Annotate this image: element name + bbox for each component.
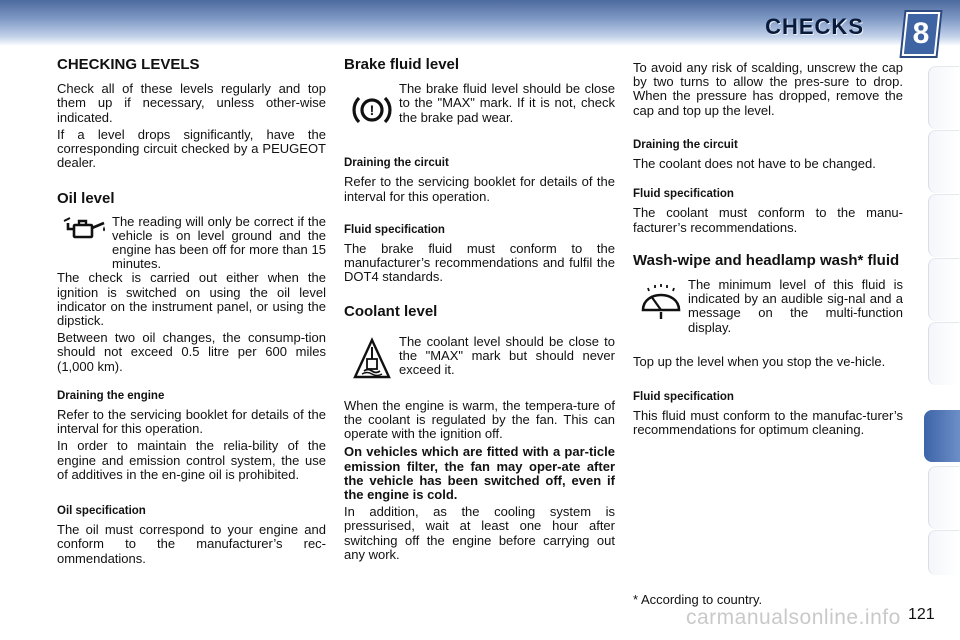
washer-specification-paragraph: This fluid must conform to the manufac-turer’s recommendations for optimum cleaning. bbox=[633, 408, 903, 438]
draining-engine-paragraph: Refer to the servicing booklet for details of the interval for this operation. bbox=[57, 407, 326, 437]
brake-warning-icon bbox=[350, 88, 394, 132]
washer-fluid-note bbox=[633, 278, 903, 335]
particle-filter-warning: On vehicles which are fitted with a par-ticle emission filter, the fan may oper-ate after the vehicle has been switched off, even if the engine is cold. bbox=[344, 444, 615, 503]
footnote: * According to country. bbox=[633, 592, 763, 607]
subheading-fluid-specification: Fluid specification bbox=[344, 223, 445, 236]
oil-level-note-text: The reading will only be correct if the vehicle is on level ground and the engine has been off for more than 15 minutes. bbox=[112, 213, 326, 272]
subheading-draining-circuit: Draining the circuit bbox=[344, 157, 449, 170]
side-tab[interactable] bbox=[928, 322, 959, 385]
section-title-checking-levels: CHECKING LEVELS bbox=[57, 56, 200, 73]
section-title-coolant-level: Coolant level bbox=[344, 302, 438, 320]
chapter-number: 8 bbox=[912, 17, 930, 50]
intro-paragraph: Check all of these levels regularly and top them up if necessary, unless other-wise indicated. bbox=[57, 81, 326, 125]
coolant-warning-icon bbox=[352, 337, 392, 385]
washer-fluid-note-text: The minimum level of this fluid is indicated by an audible sig-nal and a message on the multi-function display. bbox=[688, 277, 903, 335]
side-tab[interactable] bbox=[928, 466, 959, 529]
brake-draining-paragraph: Refer to the servicing booklet for details of the interval for this operation. bbox=[344, 174, 615, 204]
washer-fluid-icon bbox=[639, 282, 683, 322]
section-title-wash-wipe: Wash-wipe and headlamp wash* fluid bbox=[633, 251, 900, 269]
subheading-draining-circuit: Draining the circuit bbox=[633, 138, 738, 151]
additives-paragraph: In order to maintain the relia-bility of the engine and emission control system, the use of additives in the en-gine oil is prohibited. bbox=[57, 438, 326, 482]
side-tab[interactable] bbox=[928, 66, 959, 129]
coolant-fan-paragraph: When the engine is warm, the tempera-ture of the coolant is regulated by the fan. This can operate with the ignition off. bbox=[344, 397, 615, 442]
column-brake-coolant bbox=[344, 58, 615, 562]
svg-text:!: ! bbox=[369, 102, 374, 119]
brake-specification-paragraph: The brake fluid must conform to the manufacturer’s recommendations and fulfil the DOT4 standards. bbox=[344, 241, 615, 285]
watermark: carmanualsonline.info bbox=[686, 606, 901, 629]
brake-fluid-note bbox=[344, 82, 615, 132]
side-tab[interactable] bbox=[928, 530, 959, 575]
subheading-oil-specification: Oil specification bbox=[57, 505, 146, 518]
subheading-fluid-specification: Fluid specification bbox=[633, 391, 734, 404]
oil-specification-paragraph: The oil must correspond to your engine and conform to the manufacturer’s rec-ommendations. bbox=[57, 522, 326, 566]
column-coolant-washer bbox=[633, 58, 903, 438]
brake-fluid-note-text: The brake fluid level should be close to the "MAX" mark. If it is not, check the brake pad wear. bbox=[399, 81, 615, 125]
side-tab[interactable] bbox=[928, 194, 959, 257]
side-tab[interactable] bbox=[928, 130, 959, 193]
oil-check-paragraph: The check is carried out either when the ignition is switched on using the oil level indicator on the instrument panel, or using the dipstick. bbox=[57, 270, 326, 329]
page-title: CHECKS bbox=[765, 14, 864, 39]
coolant-level-note-text: The coolant level should be close to the "MAX" mark but should never exceed it. bbox=[399, 333, 615, 378]
coolant-draining-paragraph: The coolant does not have to be changed. bbox=[633, 156, 876, 172]
oil-can-icon bbox=[62, 215, 108, 245]
section-title-oil-level: Oil level bbox=[57, 190, 115, 208]
side-tab[interactable] bbox=[928, 258, 959, 321]
side-tab-active[interactable] bbox=[924, 410, 960, 462]
subheading-draining-engine: Draining the engine bbox=[57, 389, 165, 402]
intro-paragraph: If a level drops significantly, have the corresponding circuit checked by a PEUGEOT dealer. bbox=[57, 126, 326, 171]
section-title-brake-fluid: Brake fluid level bbox=[344, 56, 460, 73]
coolant-level-note bbox=[344, 335, 615, 385]
page-number: 121 bbox=[908, 606, 935, 623]
washer-topup-paragraph: Top up the level when you stop the ve-hicle. bbox=[633, 353, 886, 369]
column-checking-levels bbox=[57, 58, 326, 566]
coolant-specification-paragraph: The coolant must conform to the manu-facturer’s recommendations. bbox=[633, 205, 903, 235]
subheading-fluid-specification: Fluid specification bbox=[633, 188, 734, 201]
scalding-paragraph: To avoid any risk of scalding, unscrew the cap by two turns to allow the pres-sure to drop. When the pressure has dropped, remove the cap and top up the level. bbox=[633, 60, 903, 118]
side-tab-strip bbox=[928, 66, 960, 576]
oil-consumption-paragraph: Between two oil changes, the consump-tion should not exceed 0.5 litre per 600 miles (1,000 km). bbox=[57, 330, 326, 374]
oil-level-note bbox=[57, 215, 326, 272]
pressurised-system-paragraph: In addition, as the cooling system is pressurised, wait at least one hour after switching off the engine before carrying out any work. bbox=[344, 504, 615, 562]
